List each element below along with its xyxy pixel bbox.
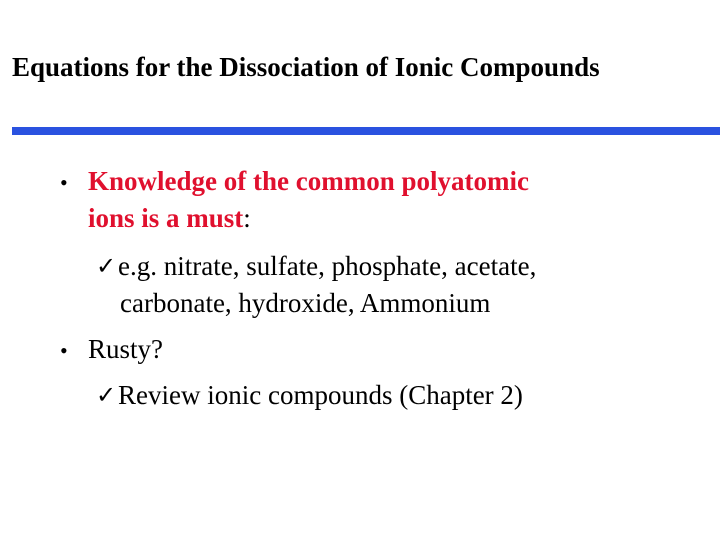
bullet-1-line-2 [88,205,251,232]
subitem-1-text-1: e.g. nitrate, sulfate, phosphate, acetate, [118,251,537,281]
subitem-2-line-1 [96,382,523,409]
title-underline [12,127,720,135]
bullet-marker: • [60,170,68,195]
subitem-1-line-2: carbonate, hydroxide, Ammonium [120,288,491,318]
bullet-1-line-2-text: ions is a must [88,203,244,233]
checkmark-icon: ✓ [96,252,117,280]
bullet-1-suffix: : [243,203,251,233]
bullet-marker: • [60,338,68,363]
bullet-2-line-1: Rusty? [88,334,164,364]
slide-title: Equations for the Dissociation of Ionic Compounds [12,52,600,82]
checkmark-icon: ✓ [96,381,117,409]
bullet-1-line-1: Knowledge of the common polyatomic [88,166,529,196]
subitem-2-text-1: Review ionic compounds (Chapter 2) [118,380,523,410]
subitem-1-line-1 [96,253,536,280]
